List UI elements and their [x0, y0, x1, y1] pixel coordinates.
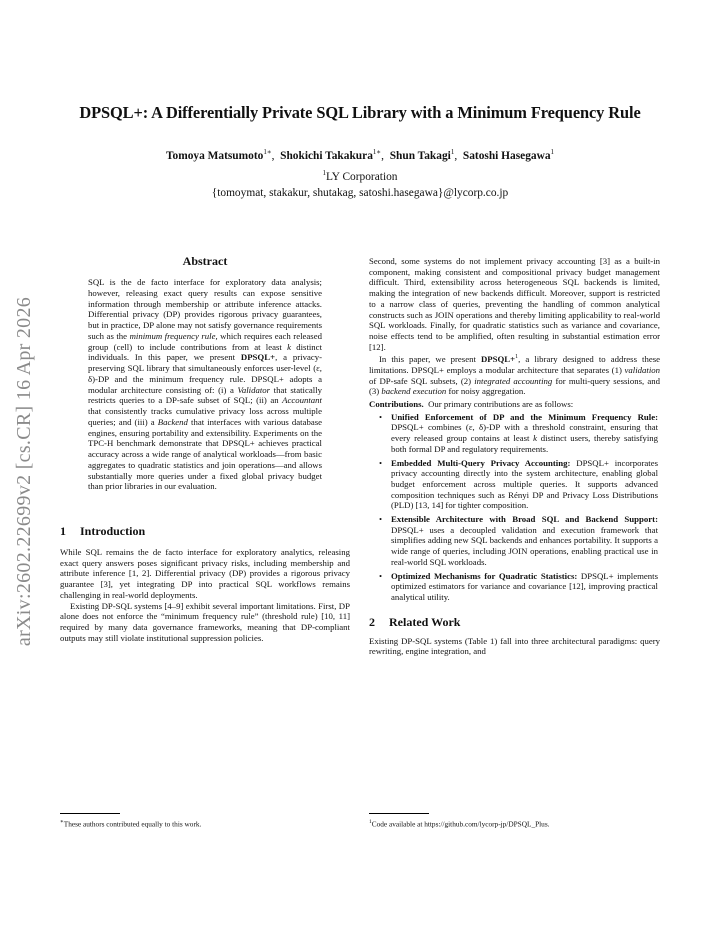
list-item: • Optimized Mechanisms for Quadratic Statistics: DPSQL+ implements optimized estimators for variance and covariance [12], improving practical analytical utility.	[379, 570, 658, 602]
intro-paragraph-1: While SQL remains the de facto interface for exploratory analytics, releasing exact query answers poses significant privacy risks, including membership and attribute inference [1, 2]. Differential privacy (DP) provides a rigorous privacy guarantee [3], yet integrating DP into practical SQL workflows remains challenging in real-world deployments.	[60, 547, 350, 600]
footnote-rule-left	[60, 813, 120, 814]
arxiv-stamp-text: arXiv:2602.22699v2 [cs.CR] 16 Apr 2026	[13, 296, 36, 646]
author-2: Shokichi Takakura	[280, 149, 373, 162]
author-1: Tomoya Matsumoto	[165, 149, 264, 162]
intro-paragraph-2: Existing DP-SQL systems [4–9] exhibit several important limitations. First, DP alone does not enforce the “minimum frequency rule” (threshold rule) [10, 11] required by many data governance frameworks, meaning that DP-compliant outputs may still violate institutional suppression policies.	[60, 600, 350, 643]
right-column	[369, 256, 660, 657]
affiliation	[60, 169, 660, 183]
abstract-heading: Abstract	[182, 254, 228, 268]
affiliation-mark: 1	[322, 169, 326, 177]
abstract-body: SQL is the de facto interface for exploratory data analysis; however, releasing exact query results can expose sensitive information through membership or attribute inference attacks. Differential privacy (DP) provides rigorous privacy guarantees, but in practice, DP alone may not satisfy governance requirements such as the minimum frequency rule, which requires each released group (cell) to include contributions from at least k distinct individuals. In this paper, we present DPSQL+, a privacy-preserving SQL library that simultaneously enforces user-level (ε, δ)-DP and the minimum frequency rule. DPSQL+ adopts a modular architecture consisting of: (i) a Validator that statically restricts queries to a DP-safe subset of SQL; (ii) an Accountant that consistently tracks cumulative privacy loss across multiple queries; and (iii) a Backend that interfaces with various database engines, ensuring portability and extensibility. Experiments on the TPC-H benchmark demonstrate that DPSQL+ achieves practical accuracy across a wide range of analytical workloads—from basic aggregates to quadratic statistics and join operations—and allows substantially more queries under a fixed global privacy budget than prior libraries in our evaluation.	[88, 277, 323, 492]
author-1-mark: 1∗	[263, 148, 272, 156]
list-item: • Embedded Multi-Query Privacy Accounting: DPSQL+ incorporates privacy accounting directly into the system architecture, enabling global budget enforcement across multiple queries. It supports advanced composition techniques such as Rényi DP and Privacy Loss Distributions (PLD) [13, 14] for tighter composition.	[379, 457, 658, 511]
author-3: Shun Takagi	[389, 149, 451, 162]
list-item: • Extensible Architecture with Broad SQL and Backend Support: DPSQL+ uses a decoupled validation and execution framework that simplifies adding new SQL backends and enhances portability. It supports a wide range of queries, including JOIN operations, enabling practical use in real-world SQL workloads.	[379, 514, 658, 567]
related-paragraph-1: Existing DP-SQL systems (Table 1) fall into three architectural paradigms: query rewriting, engine integration, and	[369, 635, 660, 657]
section-introduction-heading: 1 Introduction	[60, 524, 146, 538]
contributions-list	[369, 412, 660, 603]
right-paragraph-2: In this paper, we present DPSQL+$^1$, a library designed to address these limitations. DPSQL+ employs a modular architecture that separates (1) validation of DP-safe SQL subsets, (2) integrated accounting for multi-query sessions, and (3) backend execution for noisy aggregation.	[369, 354, 661, 397]
right-paragraph-1: Second, some systems do not implement privacy accounting [3] as a built-in component, making consistent and compositional privacy budget management difficult. Third, extensibility across heterogeneous SQL backends is limited, making the integration of new backends difficult. Moreover, support is restricted to a narrow class of queries, preventing the handling of common analytical constructs such as JOIN operations and thereby limiting applicability to real-world SQL workloads. Finally, for quadratic statistics such as variance and covariance, noise effects tend to be amplified, often resulting in substantial estimation error [12].	[369, 256, 660, 352]
arxiv-stamp	[5, 258, 45, 684]
author-2-mark: 1∗	[372, 148, 382, 156]
list-item: • Unified Enforcement of DP and the Minimum Frequency Rule: DPSQL+ combines (ε, δ)-DP with a threshold constraint, ensuring that every released group contains at least k distinct users, thereby satisfying both formal DP and regulatory requirements.	[379, 411, 659, 454]
footnote-left: ∗These authors contributed equally to this work.	[60, 819, 202, 829]
contributions-intro: Contributions. Our primary contributions are as follows:	[369, 399, 574, 410]
author-emails: {tomoymat, stakakur, shutakag, satoshi.hasegawa}@lycorp.co.jp	[211, 187, 509, 199]
footnote-rule-right	[369, 813, 429, 814]
author-4-mark: 1	[550, 148, 555, 156]
section-related-work-heading: 2 Related Work	[369, 614, 461, 629]
left-column	[60, 254, 350, 643]
affiliation-name: LY Corporation	[325, 170, 398, 183]
author-4: Satoshi Hasegawa	[462, 149, 551, 162]
paper-title: DPSQL+: A Differentially Private SQL Library with a Minimum Frequency Rule	[79, 103, 641, 122]
author-3-mark: 1	[450, 148, 455, 156]
footnote-right: $^1$Code available at https://github.com/lycorp-jp/DPSQL_Plus.	[369, 819, 550, 829]
author-list: Tomoya Matsumoto$^{1∗}$, Shokichi Takakura$^{1∗}$, Shun Takagi$^1$, Satoshi Hasegawa$^1$	[165, 148, 555, 162]
